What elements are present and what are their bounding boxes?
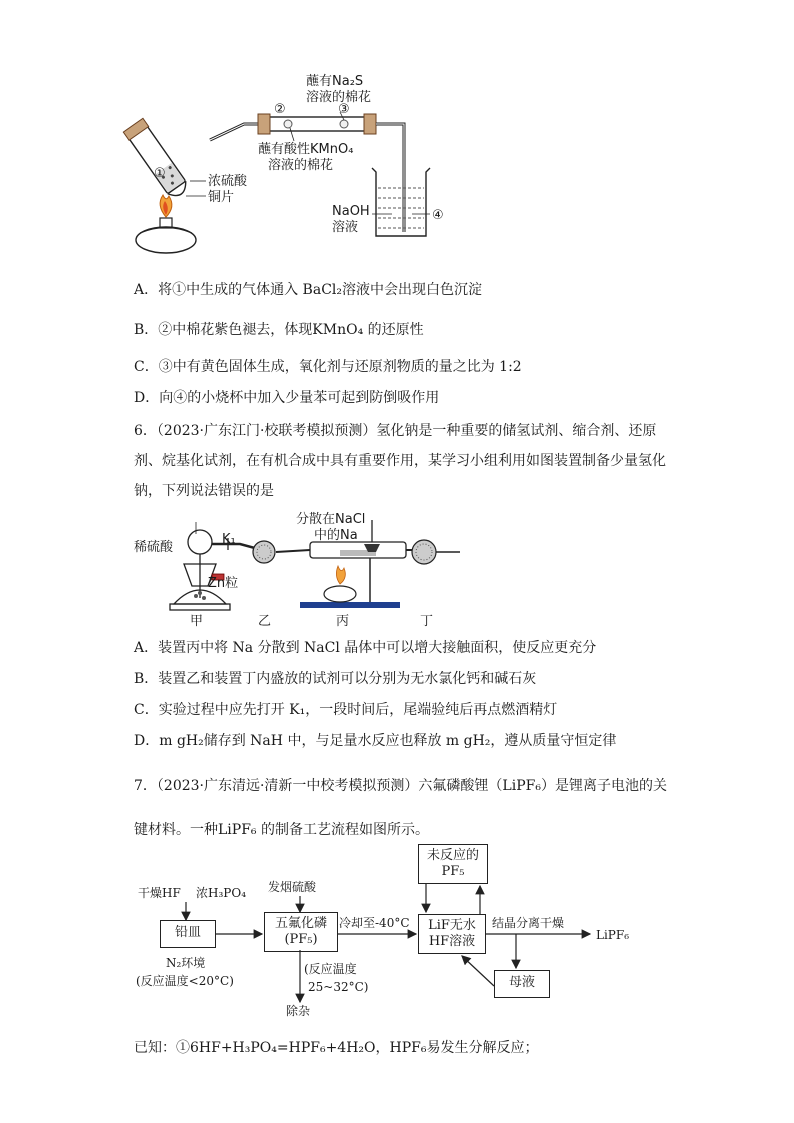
label-na-line2: 中的Na	[314, 528, 358, 543]
box-pf5-line1: 五氟化磷	[274, 916, 327, 931]
label-cool: 冷却至-40°C	[339, 916, 410, 930]
label-n2-env: N₂环境	[166, 956, 206, 970]
label-crystallize: 结晶分离干燥	[492, 916, 565, 930]
box-lead-dish: 铅皿	[160, 920, 216, 948]
box-lif-line2: HF溶液	[428, 934, 476, 949]
q5-option-b: B．②中棉花紫色褪去，体现KMnO₄ 的还原性	[134, 322, 424, 338]
label-kmno4-line1: 蘸有酸性KMnO₄	[258, 142, 354, 157]
label-kmno4-line2: 溶液的棉花	[268, 158, 334, 173]
q6-option-c: C．实验过程中应先打开 K₁，一段时间后，尾端验纯后再点燃酒精灯	[134, 702, 558, 718]
label-ding: 丁	[420, 614, 434, 629]
box-unreacted-line1: 未反应的	[426, 848, 479, 863]
label-dilute-acid: 稀硫酸	[134, 540, 174, 555]
box-unreacted-line2: PF₅	[441, 864, 465, 879]
label-n1: ①	[154, 166, 166, 181]
box-lif-hf	[418, 914, 486, 954]
label-temp1: (反应温度<20°C)	[136, 974, 234, 988]
box-pf5-line2: (PF₅)	[284, 932, 318, 947]
label-na2s-line1: 蘸有Na₂S	[306, 74, 364, 89]
label-na-line1: 分散在NaCl	[296, 512, 366, 527]
box-unreacted-pf5	[418, 844, 488, 884]
q7-known: 已知：①6HF+H₃PO₄=HPF₆+4H₂O，HPF₆易发生分解反应；	[134, 1040, 539, 1056]
q5-option-a: A．将①中生成的气体通入 BaCl₂溶液中会出现白色沉淀	[134, 282, 482, 298]
label-conc-h3po4: 浓H₃PO₄	[196, 886, 246, 900]
label-bing: 丙	[336, 614, 350, 629]
label-n2: ②	[274, 102, 286, 117]
label-naoh-line1: NaOH	[332, 204, 370, 219]
label-k1: K₁	[222, 532, 236, 547]
label-dry-hf: 干燥HF	[138, 886, 181, 900]
label-jia: 甲	[190, 614, 204, 629]
q6-option-b: B．装置乙和装置丁内盛放的试剂可以分别为无水氯化钙和碱石灰	[134, 671, 537, 687]
q6-option-d: D．m gH₂储存到 NaH 中，与足量水反应也释放 m gH₂，遵从质量守恒定律	[134, 733, 617, 749]
label-zn: Zn粒	[208, 576, 239, 591]
flow-arrows	[0, 840, 794, 1040]
label-conc-acid: 浓硫酸	[208, 174, 248, 189]
q7-stem: 7．（2023·广东清远·清新一中校考模拟预测）六氟磷酸锂（LiPF₆）是锂离子电池的关键材料。一种LiPF₆ 的制备工艺流程如图所示。	[134, 778, 667, 838]
label-copper: 铜片	[208, 190, 235, 205]
q6-option-a: A．装置丙中将 Na 分散到 NaCl 晶体中可以增大接触面积，使反应更充分	[134, 640, 597, 656]
label-yi: 乙	[258, 614, 272, 629]
q6-stem: 6．（2023·广东江门·校联考模拟预测）氢化钠是一种重要的储氢试剂、缩合剂、还原剂、烷基化试剂，在有机合成中具有重要作用，某学习小组利用如图装置制备少量氢化钠，下列说法错误的是	[134, 423, 666, 499]
label-temp2-line1: (反应温度	[304, 962, 357, 976]
label-fuming: 发烟硫酸	[268, 880, 317, 894]
box-mother-liquor: 母液	[494, 970, 550, 998]
box-lif-line1: LiF无水	[428, 918, 476, 933]
label-n3: ③	[338, 102, 350, 117]
label-temp2-line2: 25~32°C)	[308, 980, 369, 994]
label-n4: ④	[432, 208, 444, 223]
q5-option-c: C．③中有黄色固体生成，氧化剂与还原剂物质的量之比为 1:2	[134, 359, 522, 375]
nah-apparatus-drawing	[0, 500, 794, 630]
q5-option-d: D．向④的小烧杯中加入少量苯可起到防倒吸作用	[134, 390, 440, 406]
apparatus-drawing	[0, 0, 794, 270]
label-product-lipf6: LiPF₆	[596, 928, 630, 942]
box-pf5	[264, 912, 338, 952]
label-na2s-line2: 溶液的棉花	[306, 90, 372, 105]
label-remove-impurity: 除杂	[286, 1004, 311, 1018]
label-naoh-line2: 溶液	[332, 220, 359, 235]
